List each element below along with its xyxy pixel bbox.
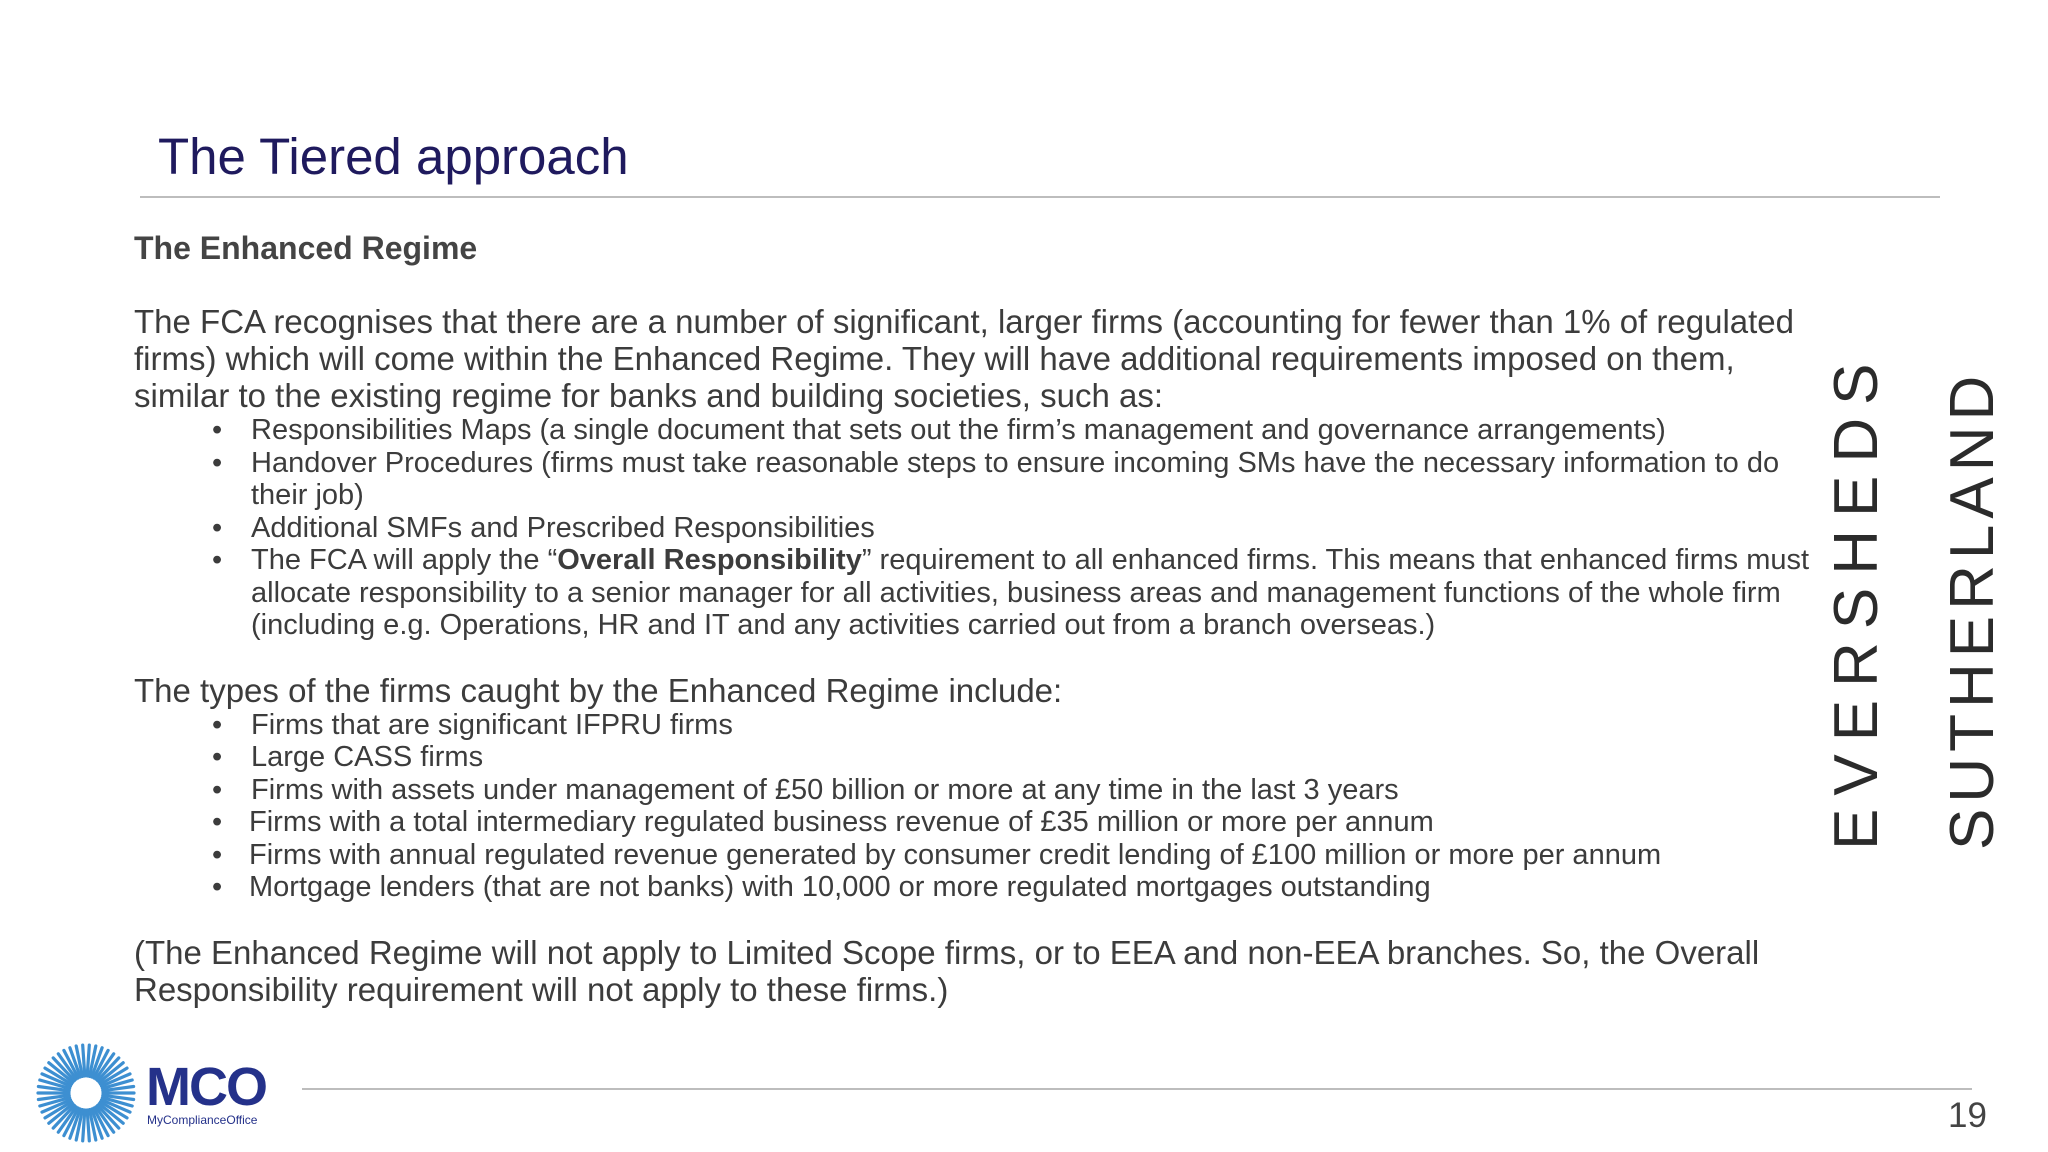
section-heading: The Enhanced Regime	[134, 230, 478, 266]
list-item: • Mortgage lenders (that are not banks) with 10,000 or more regulated mortgages outstanding	[134, 871, 1824, 904]
mco-logo-subtitle: MyComplianceOffice	[147, 1113, 258, 1127]
logo-line-sutherland: SUTHERLAND	[1938, 369, 2007, 850]
page-number: 19	[1948, 1096, 1987, 1135]
firm-types-list	[134, 709, 1824, 904]
burst-ray	[87, 1110, 89, 1141]
list-item: • Firms with assets under management of £50 billion or more at any time in the last 3 years	[134, 774, 1824, 807]
slide-title: The Tiered approach	[158, 128, 629, 185]
logo-line-eversheds: EVERSHEDS	[1822, 350, 1891, 850]
types-intro: The types of the firms caught by the Enhanced Regime include:	[134, 671, 1063, 709]
title-divider	[140, 196, 1940, 198]
intro-paragraph: The FCA recognises that there are a number of significant, larger firms (accounting for fewer than 1% of regulated firms) which will come within the Enhanced Regime. They will have additional requirements imposed on them, similar to the existing regime for banks and building societies, such as:	[134, 303, 1795, 414]
list-item: • Large CASS firms	[134, 741, 1824, 774]
list-item: • Handover Procedures (firms must take reasonable steps to ensure incoming SMs have the necessary information to do their job)	[134, 447, 1824, 512]
list-item-text: ” requirement to all enhanced firms. This means that enhanced firms must allocate responsibility to a senior manager for all activities, business areas and management functions of the whole firm (including e.g. Operations, HR and IT and any activities carried out from a branch overseas.)	[251, 544, 1810, 641]
footer-divider	[302, 1088, 1972, 1090]
list-item: • Firms that are significant IFPRU firms	[134, 709, 1824, 742]
list-item: • Firms with a total intermediary regulated business revenue of £35 million or more per annum	[134, 806, 1824, 839]
list-item: • Additional SMFs and Prescribed Responsibilities	[134, 512, 1824, 545]
bold-term: Overall Responsibility	[557, 544, 862, 576]
eversheds-sutherland-logo	[1815, 340, 2045, 860]
list-item-overall-responsibility	[134, 544, 1824, 642]
burst-ray	[83, 1045, 85, 1076]
mco-logo-text: MCO	[146, 1057, 266, 1117]
closing-note: (The Enhanced Regime will not apply to Limited Scope firms, or to EEA and non-EEA branches. So, the Overall Responsibility requirement will not apply to these firms.)	[134, 933, 1760, 1008]
list-item: • Responsibilities Maps (a single document that sets out the firm’s management and governance arrangements)	[134, 414, 1824, 447]
requirements-list	[134, 414, 1824, 642]
list-item-text: The FCA will apply the “	[251, 544, 558, 576]
list-item: • Firms with annual regulated revenue generated by consumer credit lending of £100 million or more per annum	[134, 839, 1824, 872]
slide-body	[134, 228, 1824, 1008]
